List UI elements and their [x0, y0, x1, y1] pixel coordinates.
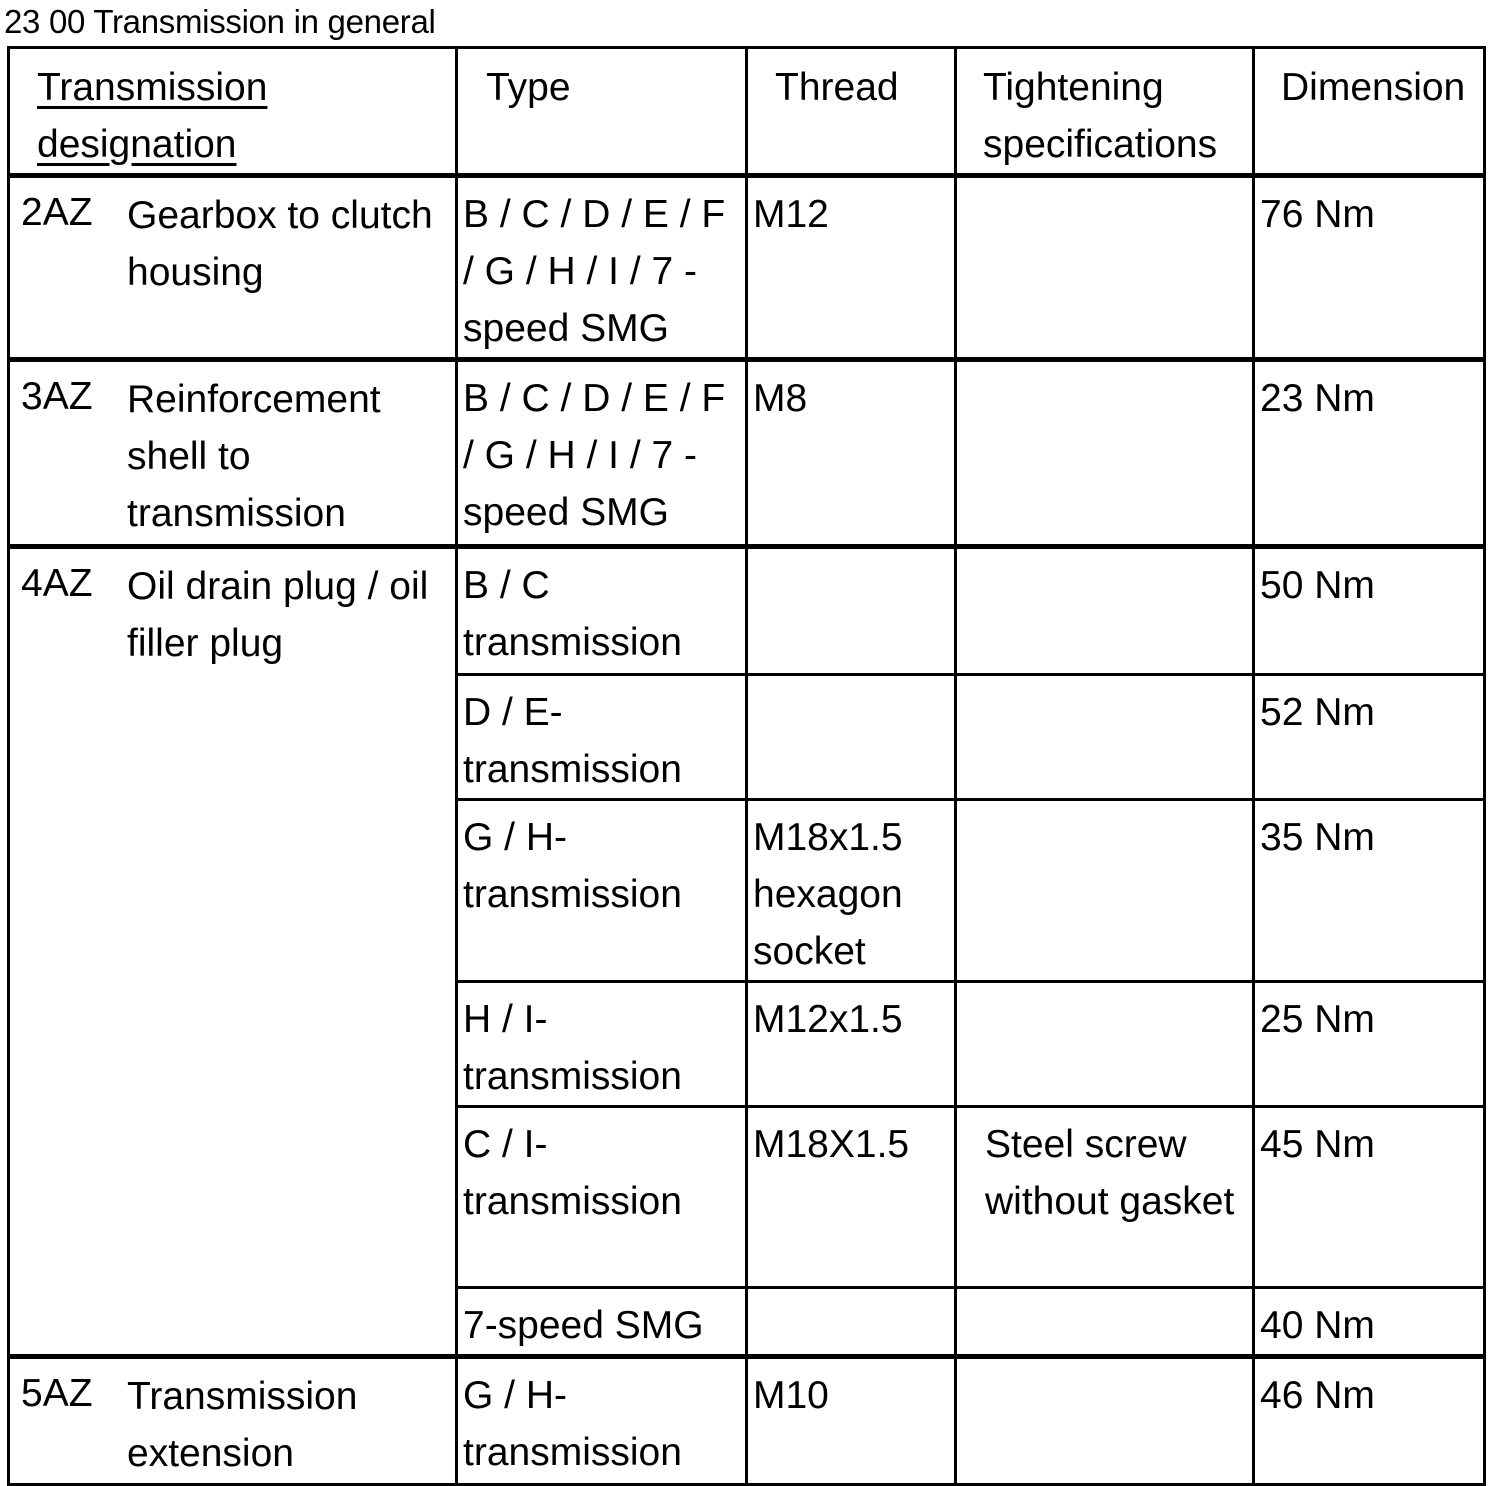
- header-dimension: [1254, 48, 1485, 176]
- header-tightening: [956, 48, 1254, 176]
- table-row: [9, 360, 1485, 547]
- torque-spec-table: [7, 46, 1486, 1486]
- type-cell: [457, 176, 747, 360]
- type-cell: [457, 675, 747, 800]
- header-type: [457, 48, 747, 176]
- tightening-cell: [956, 800, 1254, 982]
- dimension-cell: [1254, 1107, 1485, 1288]
- tightening-cell: [956, 1107, 1254, 1288]
- thread-value: [748, 549, 954, 557]
- type-cell: [457, 547, 747, 675]
- type-value: C / I-transmission: [463, 1123, 682, 1223]
- dimension-cell: [1254, 176, 1485, 360]
- thread-value: [748, 676, 954, 684]
- header-thread: [747, 48, 956, 176]
- header-type-label: Type: [486, 66, 571, 109]
- thread-cell: [747, 675, 956, 800]
- dimension-value: 50 Nm: [1260, 564, 1375, 607]
- header-thread-label: Thread: [775, 66, 899, 109]
- thread-cell: [747, 360, 956, 547]
- thread-cell: [747, 547, 956, 675]
- dimension-cell: [1254, 982, 1485, 1107]
- dimension-cell: [1254, 800, 1485, 982]
- dimension-cell: [1254, 1357, 1485, 1485]
- designation-code: 3AZ: [21, 375, 93, 418]
- table-row: [9, 547, 1485, 675]
- thread-cell: [747, 982, 956, 1107]
- designation-cell: [9, 360, 457, 547]
- type-value: G / H-transmission: [463, 1374, 682, 1474]
- dimension-value: 52 Nm: [1260, 691, 1375, 734]
- tightening-value: Steel screw without gasket: [985, 1123, 1235, 1223]
- tightening-value: [957, 1359, 1252, 1367]
- type-cell: [457, 982, 747, 1107]
- designation-description: Transmission extension: [127, 1375, 358, 1475]
- tightening-cell: [956, 1357, 1254, 1485]
- dimension-value: 76 Nm: [1260, 193, 1375, 236]
- table-row: [9, 176, 1485, 360]
- tightening-cell: [956, 982, 1254, 1107]
- tightening-cell: [956, 547, 1254, 675]
- tightening-value: [957, 676, 1252, 684]
- page-title: 23 00 Transmission in general: [4, 3, 436, 40]
- designation-code: 2AZ: [21, 191, 93, 234]
- type-value: B / C transmission: [463, 564, 682, 664]
- designation-cell: [9, 176, 457, 360]
- dimension-value: 23 Nm: [1260, 377, 1375, 420]
- thread-value: M12: [753, 193, 829, 236]
- type-value: B / C / D / E / F / G / H / I / 7 -speed SMG: [463, 377, 726, 534]
- thread-cell: [747, 1357, 956, 1485]
- designation-description: Reinforcement shell to transmission: [127, 378, 381, 535]
- tightening-cell: [956, 675, 1254, 800]
- tightening-value: [957, 1289, 1252, 1297]
- dimension-cell: [1254, 547, 1485, 675]
- header-designation-label: Transmission designation: [37, 66, 268, 166]
- dimension-cell: [1254, 360, 1485, 547]
- thread-cell: [747, 800, 956, 982]
- header-tightening-label: Tightening specifications: [983, 66, 1218, 166]
- table-header-row: [9, 48, 1485, 176]
- header-designation: [9, 48, 457, 176]
- tightening-value: [957, 178, 1252, 186]
- thread-value: [748, 1289, 954, 1297]
- dimension-value: 35 Nm: [1260, 816, 1375, 859]
- type-cell: [457, 800, 747, 982]
- thread-value: M10: [753, 1374, 829, 1417]
- type-cell: [457, 360, 747, 547]
- type-cell: [457, 1107, 747, 1288]
- designation-description: Gearbox to clutch housing: [127, 194, 433, 294]
- tightening-value: [957, 801, 1252, 809]
- dimension-cell: [1254, 1288, 1485, 1357]
- type-cell: [457, 1288, 747, 1357]
- thread-value: M12x1.5: [753, 998, 903, 1041]
- tightening-value: [957, 983, 1252, 991]
- tightening-value: [957, 362, 1252, 370]
- thread-value: M18x1.5 hexagon socket: [753, 816, 903, 973]
- thread-cell: [747, 176, 956, 360]
- designation-description: Oil drain plug / oil filler plug: [127, 565, 429, 665]
- type-value: G / H-transmission: [463, 816, 682, 916]
- thread-cell: [747, 1288, 956, 1357]
- designation-cell: [9, 1357, 457, 1485]
- designation-cell: [9, 547, 457, 1357]
- dimension-value: 46 Nm: [1260, 1374, 1375, 1417]
- dimension-cell: [1254, 675, 1485, 800]
- table-row: [9, 1357, 1485, 1485]
- designation-code: 4AZ: [21, 562, 93, 605]
- header-dimension-label: Dimension: [1281, 66, 1466, 109]
- dimension-value: 45 Nm: [1260, 1123, 1375, 1166]
- tightening-value: [957, 549, 1252, 557]
- thread-value: M8: [753, 377, 808, 420]
- thread-cell: [747, 1107, 956, 1288]
- dimension-value: 25 Nm: [1260, 998, 1375, 1041]
- designation-code: 5AZ: [21, 1372, 93, 1415]
- type-cell: [457, 1357, 747, 1485]
- tightening-cell: [956, 360, 1254, 547]
- type-value: 7-speed SMG: [463, 1304, 704, 1347]
- type-value: H / I-transmission: [463, 998, 682, 1098]
- tightening-cell: [956, 176, 1254, 360]
- type-value: B / C / D / E / F / G / H / I / 7 -speed SMG: [463, 193, 726, 350]
- dimension-value: 40 Nm: [1260, 1304, 1375, 1347]
- thread-value: M18X1.5: [753, 1123, 910, 1166]
- tightening-cell: [956, 1288, 1254, 1357]
- type-value: D / E-transmission: [463, 691, 682, 791]
